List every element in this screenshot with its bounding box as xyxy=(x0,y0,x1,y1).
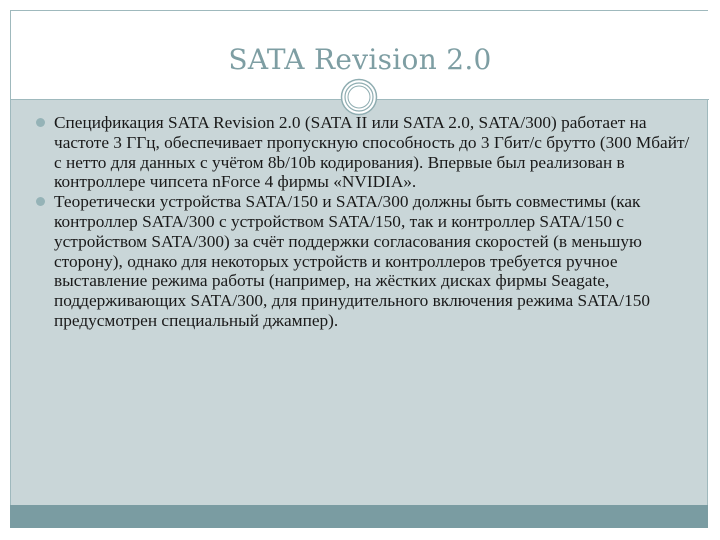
concentric-circles-icon xyxy=(340,78,378,116)
bullet-list xyxy=(36,113,691,331)
bullet-item xyxy=(36,192,691,331)
footer-bar xyxy=(10,505,708,528)
bullet-text: Теоретически устройства SATA/150 и SATA/300 должны быть совместимы (как контроллер SATA/300 с устройством SATA/150, так и контроллер SATA/150 с устройством SATA/300) за счёт поддержки согласования скоростей (в меньшую сторону), однако для некоторых устройств и контроллеров требуется ручное выставление режима работы (например, на жёстких дисках фирмы Seagate, поддерживающих SATA/300, для принудительного включения режима SATA/150 предусмотрен специальный джампер). xyxy=(54,192,651,330)
round-bullet-icon xyxy=(36,197,45,206)
bullet-text: Спецификация SATA Revision 2.0 (SATA II или SATA 2.0, SATA/300) работает на частоте 3 ГГц, обеспечивает пропускную способность до 3 Гбит/с брутто (300 Мбайт/с нетто для данных с учётом 8b/10b кодирования). Впервые был реализован в контроллере чипсета nForce 4 фирмы «NVIDIA». xyxy=(54,113,690,192)
slide-title: SATA Revision 2.0 xyxy=(228,42,492,76)
round-bullet-icon xyxy=(36,118,45,127)
bullet-item xyxy=(36,113,691,192)
